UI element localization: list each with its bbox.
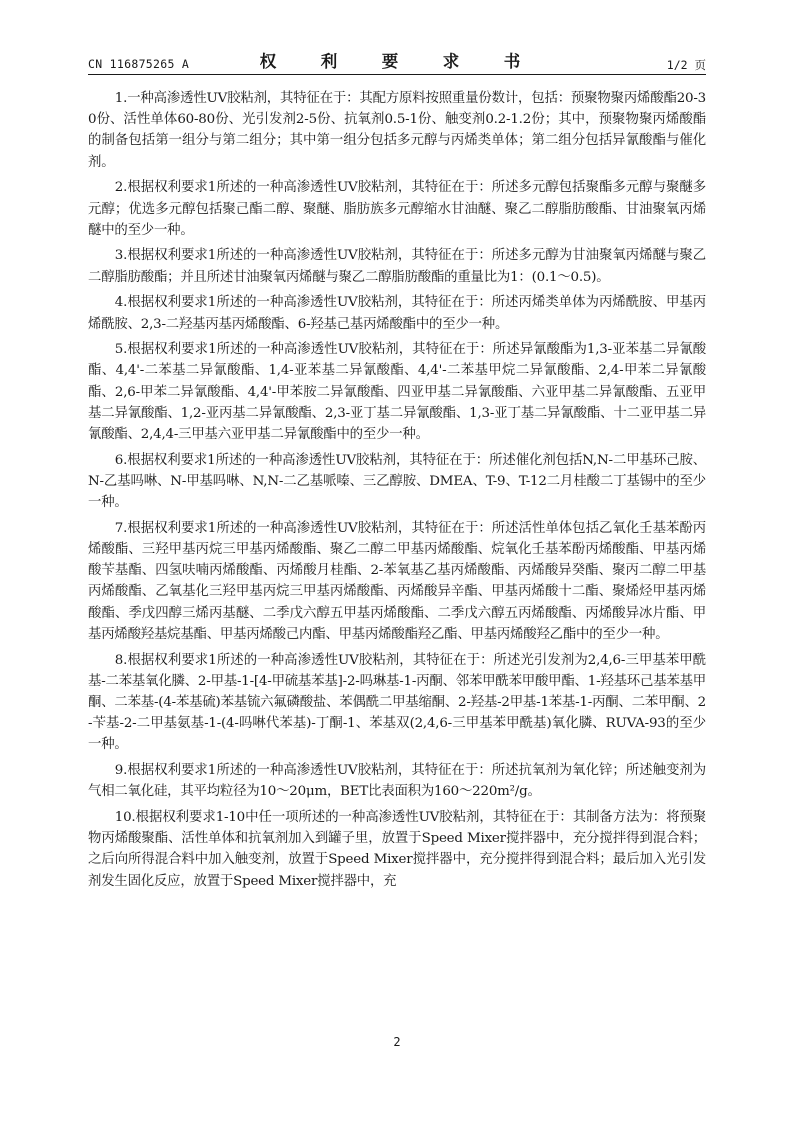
claim-2: 2.根据权利要求1所述的一种高渗透性UV胶粘剂，其特征在于：所述多元醇包括聚酯多元醇与聚醚多元醇；优选多元醇包括聚己酯二醇、聚醚、脂肪族多元醇缩水甘油醚、聚乙二醇脂肪酸酯、甘油聚氧丙烯醚中的至少一种。 — [88, 180, 706, 238]
header-divider — [88, 74, 706, 75]
publication-number: CN 116875265 A — [88, 57, 190, 71]
claim-7: 7.根据权利要求1所述的一种高渗透性UV胶粘剂，其特征在于：所述活性单体包括乙氧化壬基苯酚丙烯酸酯、三羟甲基丙烷三甲基丙烯酸酯、聚乙二醇二甲基丙烯酸酯、烷氧化壬基苯酚丙烯酸酯、甲基丙烯酸苄基酯、四氢呋喃丙烯酸酯、丙烯酸月桂酯、2-苯氧基乙基丙烯酸酯、丙烯酸异癸酯、聚丙二醇二甲基丙烯酸酯、乙氧基化三羟甲基丙烷三甲基丙烯酸酯、丙烯酸异辛酯、甲基丙烯酸十二酯、聚烯烃甲基丙烯酸酯、季戊四醇三烯丙基醚、二季戊六醇五甲基丙烯酸酯、二季戊六醇五丙烯酸酯、丙烯酸异冰片酯、甲基丙烯酸羟基烷基酯、甲基丙烯酸己内酯、甲基丙烯酸酯羟乙酯、甲基丙烯酸羟乙酯中的至少一种。 — [88, 520, 706, 642]
claim-3: 3.根据权利要求1所述的一种高渗透性UV胶粘剂，其特征在于：所述多元醇为甘油聚氧丙烯醚与聚乙二醇脂肪酸酯；并且所述甘油聚氧丙烯醚与聚乙二醇脂肪酸酯的重量比为1：(0.1～0.5)。 — [88, 248, 706, 285]
claim-9: 9.根据权利要求1所述的一种高渗透性UV胶粘剂，其特征在于：所述抗氧剂为氧化锌；所述触变剂为气相二氧化硅，其平均粒径为10～20μm，BET比表面积为160～220m²/g。 — [88, 763, 706, 800]
claim-6: 6.根据权利要求1所述的一种高渗透性UV胶粘剂，其特征在于：所述催化剂包括N,N-二甲基环己胺、N-乙基吗啉、N-甲基吗啉、N,N-二乙基哌嗪、三乙醇胺、DMEA、T-9、T-12二月桂酸二丁基锡中的至少一种。 — [88, 452, 706, 511]
claim-8: 8.根据权利要求1所述的一种高渗透性UV胶粘剂，其特征在于：所述光引发剂为2,4,6-三甲基苯甲酰基-二苯基氧化膦、2-甲基-1-[4-甲硫基苯基]-2-吗琳基-1-丙酮、邻苯甲酰苯甲酸甲酯、1-羟基环己基苯基甲酮、二苯基-(4-苯基硫)苯基锍六氟磷酸盐、苯偶酰二甲基缩酮、2-羟基-2甲基-1苯基-1-丙酮、二苯甲酮、2-苄基-2-二甲基氨基-1-(4-吗啉代苯基)-丁酮-1、苯基双(2,4,6-三甲基苯甲酰基)氧化膦、RUVA-93的至少一种。 — [88, 652, 706, 753]
claim-4: 4.根据权利要求1所述的一种高渗透性UV胶粘剂，其特征在于：所述丙烯类单体为丙烯酰胺、甲基丙烯酰胺、2,3-二羟基丙基丙烯酸酯、6-羟基己基丙烯酸酯中的至少一种。 — [88, 295, 706, 332]
claim-5: 5.根据权利要求1所述的一种高渗透性UV胶粘剂，其特征在于：所述异氰酸酯为1,3-亚苯基二异氰酸酯、4,4'-二苯基二异氰酸酯、1,4-亚苯基二异氰酸酯、4,4'-二苯基甲烷二异氰酸酯、2,4-甲苯二异氰酸酯、2,6-甲苯二异氰酸酯、4,4'-甲苯胺二异氰酸酯、四亚甲基二异氰酸酯、六亚甲基二异氰酸酯、五亚甲基二异氰酸酯、1,2-亚丙基二异氰酸酯、2,3-亚丁基二异氰酸酯、1,3-亚丁基二异氰酸酯、十二亚甲基二异氰酸酯、2,4,4-三甲基六亚甲基二异氰酸酯中的至少一种。 — [88, 342, 706, 443]
page-header — [88, 48, 706, 74]
page-number: 2 — [393, 1035, 401, 1049]
claim-10: 10.根据权利要求1-10中任一项所述的一种高渗透性UV胶粘剂，其特征在于：其制备方法为：将预聚物丙烯酸聚酯、活性单体和抗氧剂加入到罐子里，放置于Speed Mixer搅拌器中，充分搅拌得到混合料；之后向所得混合料中加入触变剂，放置于Speed Mixer搅拌器中，充分搅拌得到混合料；最后加入光引发剂发生固化反应，放置于Speed Mixer搅拌器中，充 — [88, 810, 706, 889]
document-title: 权 利 要 求 书 — [259, 52, 535, 71]
claims-body — [88, 88, 706, 896]
page-info: 1/2 页 — [666, 58, 706, 72]
claim-1: 1.一种高渗透性UV胶粘剂，其特征在于：其配方原料按照重量份数计，包括：预聚物聚丙烯酸酯20-30份、活性单体60-80份、光引发剂2-5份、抗氧剂0.5-1份、触变剂0.2-1.2份；其中，预聚物聚丙烯酸酯的制备包括第一组分与第二组分；其中第一组分包括多元醇与丙烯类单体；第二组分包括异氰酸酯与催化剂。 — [88, 91, 706, 170]
